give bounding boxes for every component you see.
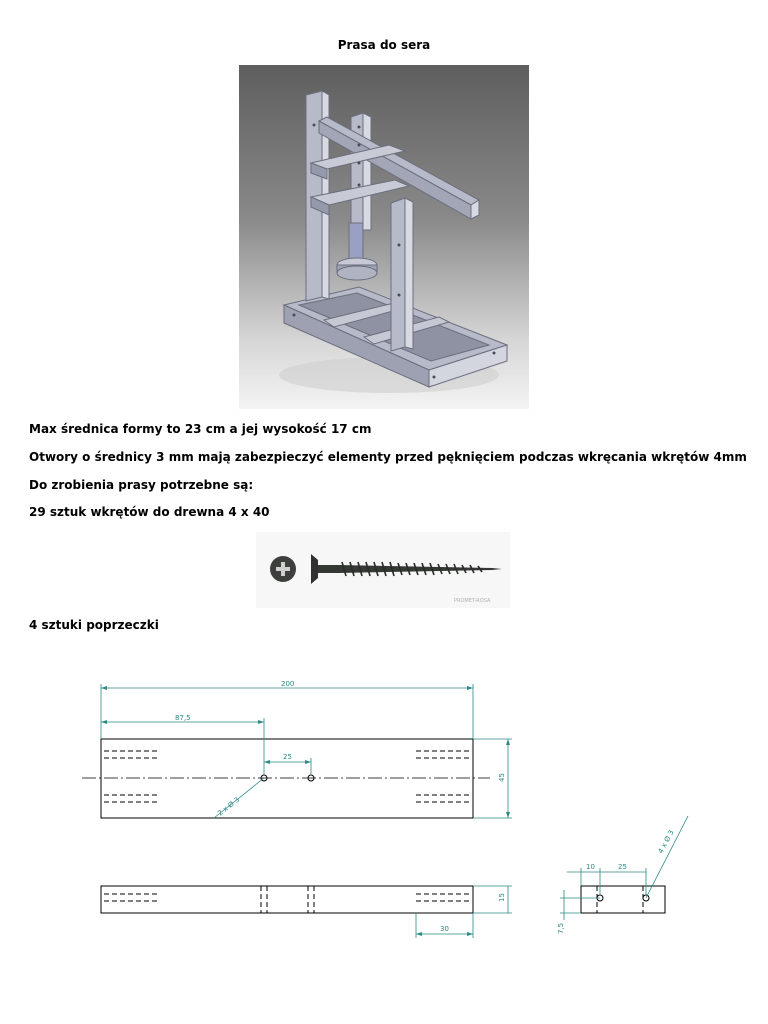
dim-side-7-5: 7,5 <box>557 922 565 934</box>
text-line-screws: 29 sztuk wkrętów do drewna 4 x 40 <box>29 505 270 519</box>
dim-hole-callout: 2 x Ø 3 <box>216 795 242 818</box>
text-line-holes-note: Otwory o średnicy 3 mm mają zabezpieczyć elementy przed pęknięciem podczas wkręcania wkrętów 4mm <box>29 450 747 464</box>
crossbar-end-view <box>581 886 665 913</box>
dim-hole-spacing: 25 <box>283 753 292 761</box>
technical-drawing <box>0 640 768 1024</box>
text-line-materials-heading: Do zrobienia prasy potrzebne są: <box>29 478 254 492</box>
wood-screw-image <box>256 532 510 608</box>
dim-height: 45 <box>498 773 506 782</box>
page-title: Prasa do sera <box>337 38 431 52</box>
dim-side-25: 25 <box>618 863 627 871</box>
crossbar-side-view <box>101 886 473 913</box>
dim-side-callout: 4 x Ø 3 <box>656 828 676 855</box>
dim-end-offset: 30 <box>440 925 449 933</box>
watermark-text: PROMET-ROSA <box>454 598 491 604</box>
text-line-form-size: Max średnica formy to 23 cm a jej wysokość 17 cm <box>29 422 372 436</box>
dim-side-10: 10 <box>586 863 595 871</box>
dim-center-offset: 87,5 <box>175 714 191 722</box>
cheese-press-render <box>239 65 529 409</box>
section-heading: 4 sztuki poprzeczki <box>29 618 159 632</box>
dim-thickness: 15 <box>498 893 506 902</box>
dim-overall-length: 200 <box>281 680 295 688</box>
